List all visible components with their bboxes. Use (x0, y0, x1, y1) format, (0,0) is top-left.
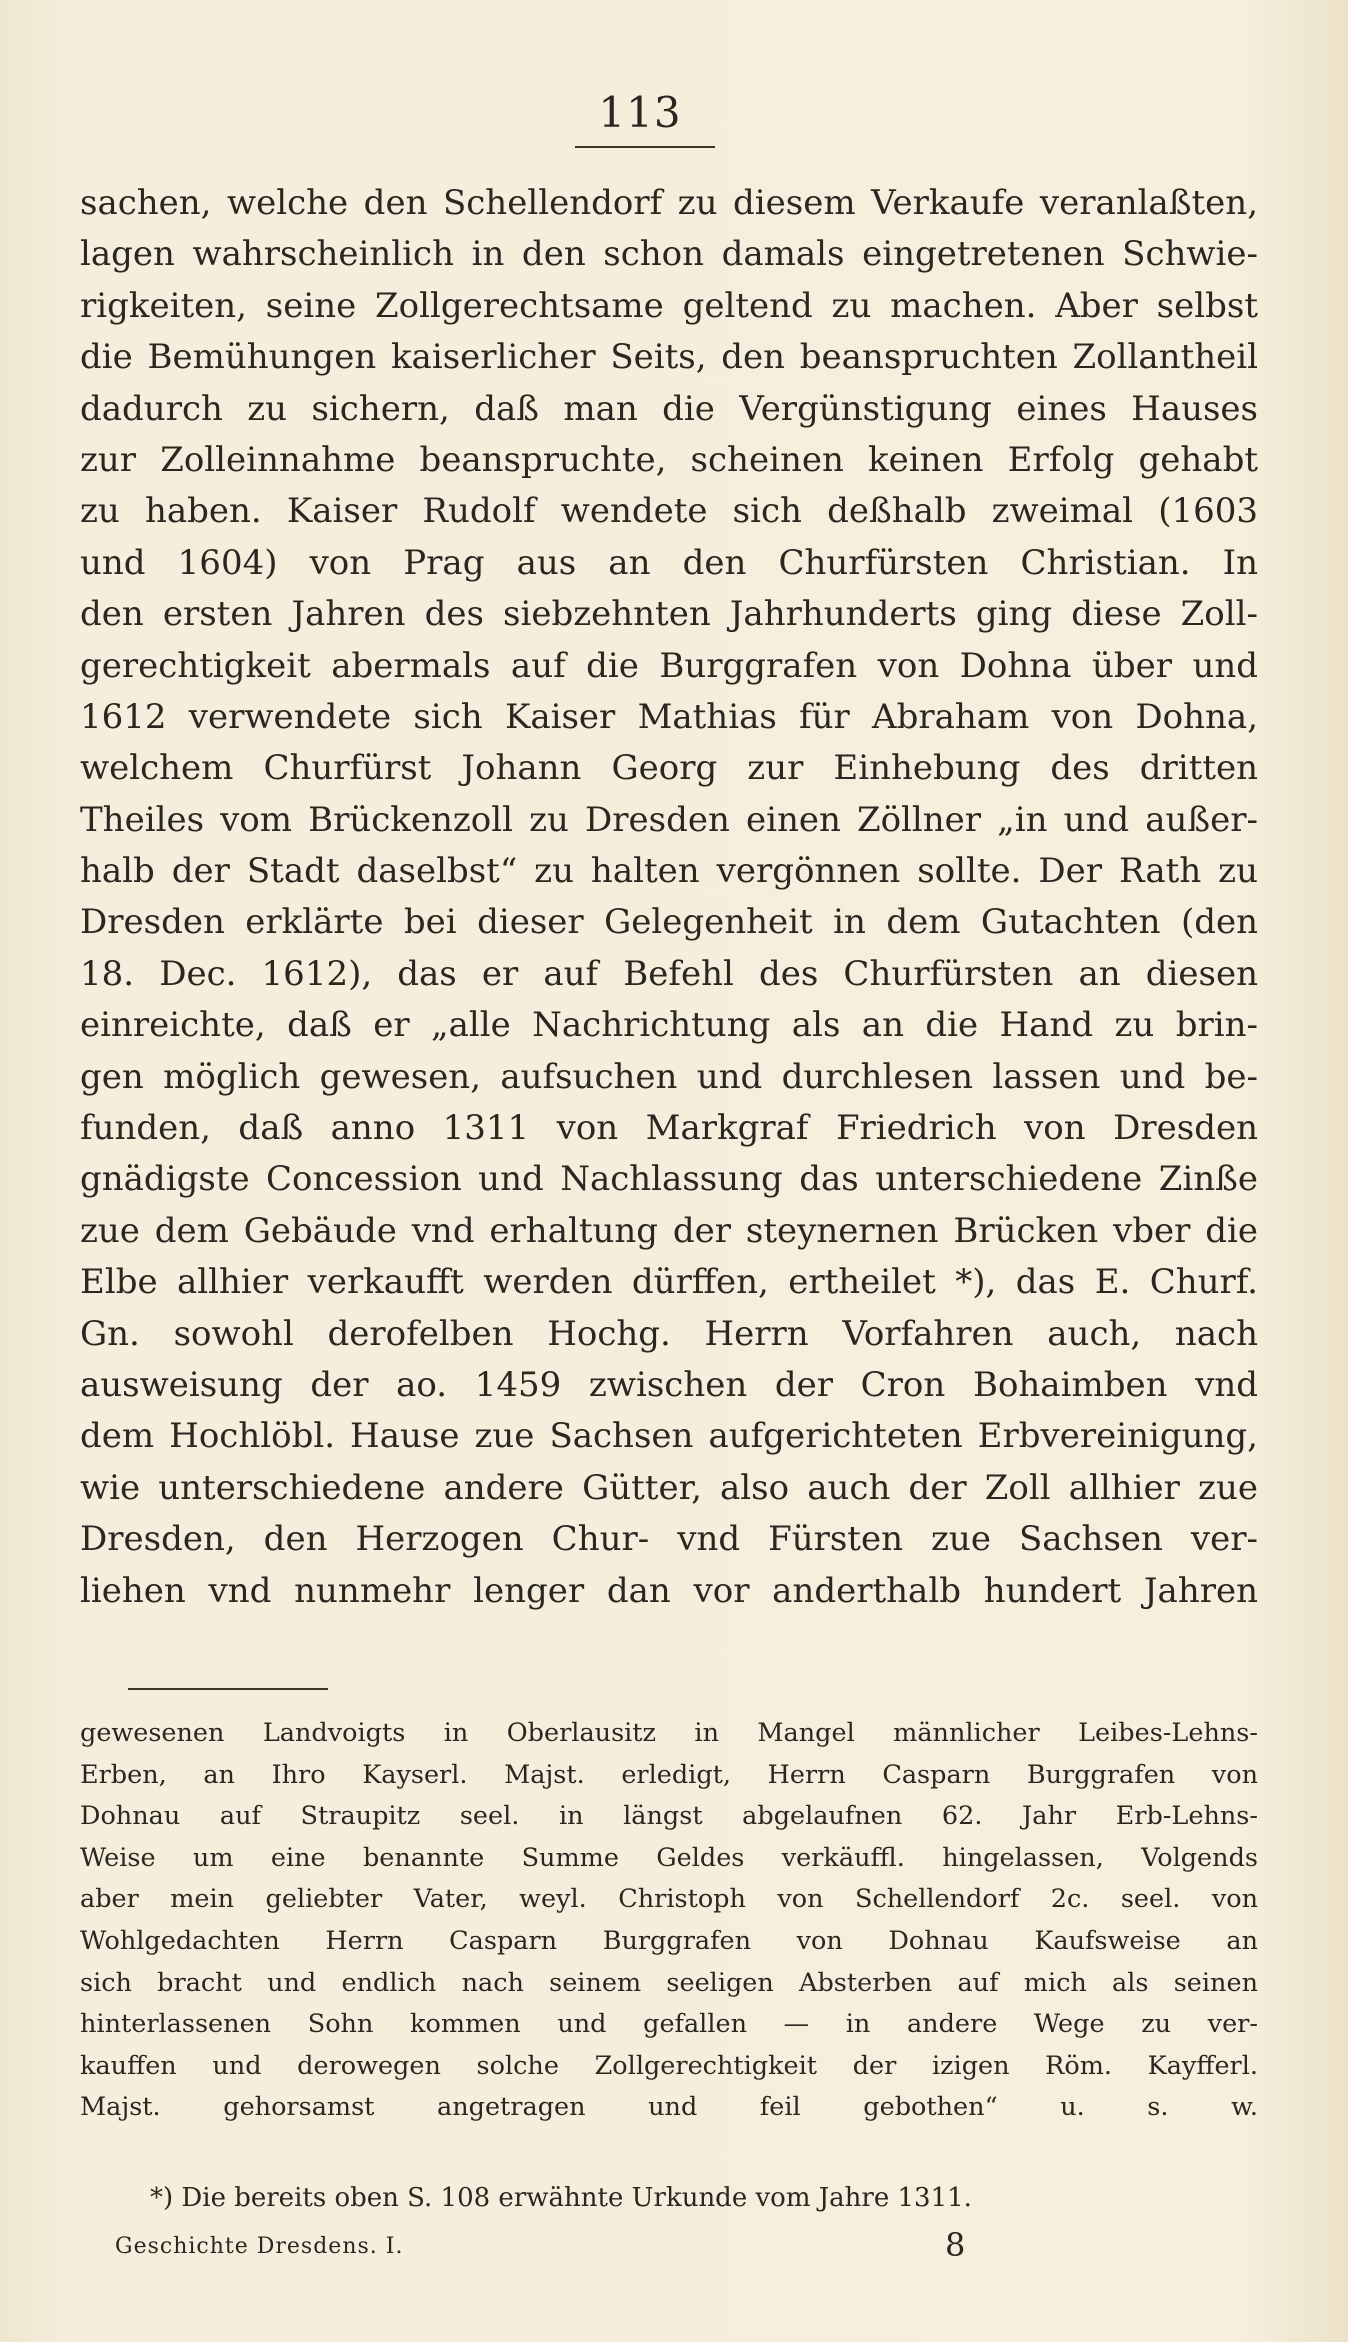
body-line: Dresden, den Herzogen Chur- vnd Fürsten zue Sachsen ver- (80, 1519, 1258, 1560)
body-line: den ersten Jahren des siebzehnten Jahrhunderts ging diese Zoll- (80, 594, 1258, 635)
page-number: 113 (598, 88, 682, 137)
footnote-line: kauffen und derowegen solche Zollgerechtigkeit der izigen Röm. Kayfferl. (80, 2050, 1258, 2081)
body-line: lagen wahrscheinlich in den schon damals eingetretenen Schwie- (80, 234, 1258, 275)
body-line: Gn. sowohl derofelben Hochg. Herrn Vorfahren auch, nach (80, 1313, 1258, 1354)
body-line: gen möglich gewesen, aufsuchen und durchlesen lassen und be- (80, 1056, 1258, 1097)
body-line: halb der Stadt daselbst“ zu halten vergönnen sollte. Der Rath zu (80, 851, 1258, 892)
body-line: Theiles vom Brückenzoll zu Dresden einen Zöllner „in und außer- (80, 799, 1258, 840)
body-line: Elbe allhier verkaufft werden dürffen, ertheilet *), das E. Churf. (80, 1262, 1258, 1303)
body-line: 18. Dec. 1612), das er auf Befehl des Churfürsten an diesen (80, 953, 1258, 994)
signature-number: 8 (945, 2226, 966, 2264)
footnote-line: hinterlassenen Sohn kommen und gefallen — in andere Wege zu ver- (80, 2009, 1258, 2040)
body-line: zue dem Gebäude vnd erhaltung der steynernen Brücken vber die (80, 1210, 1258, 1251)
footnote-line: Majst. gehorsamst angetragen und feil gebothen“ u. s. w. (80, 2092, 1258, 2123)
footnote-line: sich bracht und endlich nach seinem seeligen Absterben auf mich als seinen (80, 1967, 1258, 1998)
body-line: und 1604) von Prag aus an den Churfürsten Christian. In (80, 542, 1258, 583)
body-line: ausweisung der ao. 1459 zwischen der Cron Bohaimben vnd (80, 1364, 1258, 1405)
body-line: die Bemühungen kaiserlicher Seits, den beanspruchten Zollantheil (80, 337, 1258, 378)
body-line: einreichte, daß er „alle Nachrichtung als an die Hand zu brin- (80, 1005, 1258, 1046)
footnote-line: aber mein geliebter Vater, weyl. Christoph von Schellendorf 2c. seel. von (80, 1884, 1258, 1915)
footnote-line: gewesenen Landvoigts in Oberlausitz in Mangel männlicher Leibes-Lehns- (80, 1718, 1258, 1748)
footnote-line: Weise um eine benannte Summe Geldes verkäuffl. hingelassen, Volgends (80, 1842, 1258, 1873)
body-line: gnädigste Concession und Nachlassung das unterschiedene Zinße (80, 1159, 1258, 1200)
body-line: Dresden erklärte bei dieser Gelegenheit in dem Gutachten (den (80, 902, 1258, 943)
body-line: liehen vnd nunmehr lenger dan vor anderthalb hundert Jahren (80, 1570, 1258, 1611)
body-line: dem Hochlöbl. Hause zue Sachsen aufgerichteten Erbvereinigung, (80, 1416, 1258, 1457)
body-line: zur Zolleinnahme beanspruchte, scheinen keinen Erfolg gehabt (80, 439, 1258, 480)
body-line: gerechtigkeit abermals auf die Burggrafen von Dohna über und (80, 645, 1258, 686)
footnote-note: *) Die bereits oben S. 108 erwähnte Urkunde vom Jahre 1311. (150, 2183, 972, 2213)
footnote-text (80, 1713, 1258, 2129)
footnote-line: Erben, an Ihro Kayserl. Majst. erledigt, Herrn Casparn Burggrafen von (80, 1759, 1258, 1790)
body-line: zu haben. Kaiser Rudolf wendete sich deßhalb zweimal (1603 (80, 491, 1258, 532)
footnote-line: Wohlgedachten Herrn Casparn Burggrafen von Dohnau Kaufsweise an (80, 1925, 1258, 1956)
page-number-rule (575, 146, 715, 148)
body-line: rigkeiten, seine Zollgerechtsame geltend zu machen. Aber selbst (80, 285, 1258, 326)
body-line: wie unterschiedene andere Gütter, also auch der Zoll allhier zue (80, 1467, 1258, 1508)
body-line: 1612 verwendete sich Kaiser Mathias für Abraham von Dohna, (80, 696, 1258, 737)
footnote-line: Dohnau auf Straupitz seel. in längst abgelaufnen 62. Jahr Erb-Lehns- (80, 1801, 1258, 1832)
signature-mark: Geschichte Dresdens. I. (115, 2234, 404, 2259)
body-line: dadurch zu sichern, daß man die Vergünstigung eines Hauses (80, 388, 1258, 429)
footnote-rule (128, 1688, 328, 1690)
body-line: funden, daß anno 1311 von Markgraf Friedrich von Dresden (80, 1108, 1258, 1149)
body-line: sachen, welche den Schellendorf zu diesem Verkaufe veranlaßten, (80, 183, 1258, 223)
body-text (80, 178, 1258, 1617)
body-line: welchem Churfürst Johann Georg zur Einhebung des dritten (80, 748, 1258, 789)
